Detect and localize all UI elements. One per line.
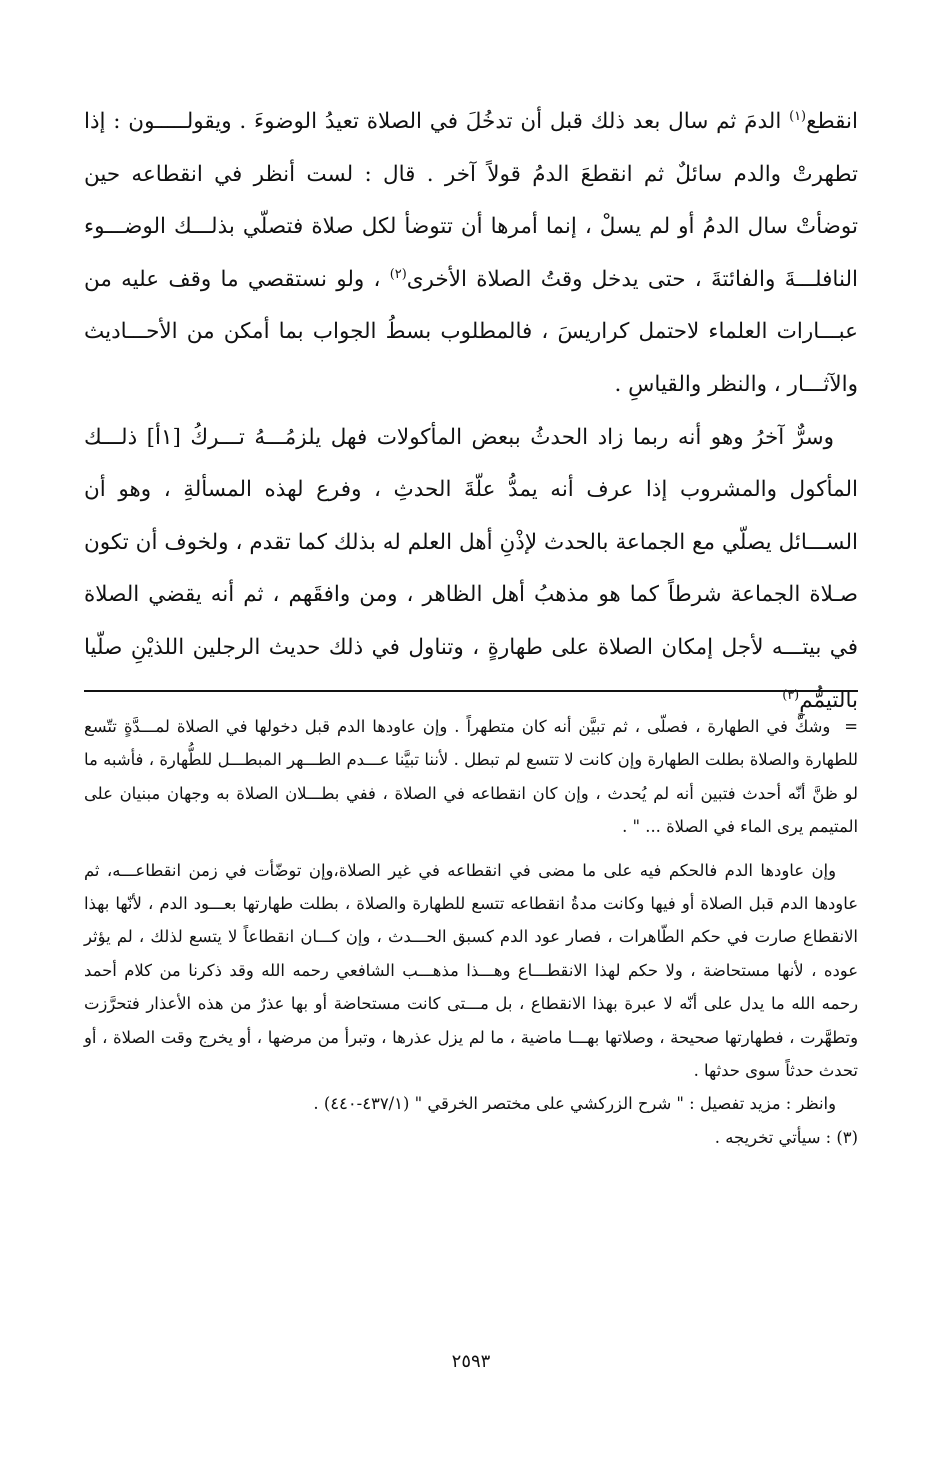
footnote-3: (٣) : سيأتي تخريجه . xyxy=(714,1127,858,1147)
main-paragraph-1 xyxy=(84,96,858,412)
main-paragraph-1-end: ، ولو نستقصي ما وقف عليه من عبـــارات العلماء لاحتمل كراريسَ ، فالمطلوب بسطُ الجواب بما أمكن من الأحـــاديث والآثـــار ، والنظر والقياسِ . xyxy=(84,266,858,397)
footnotes xyxy=(84,710,858,1154)
footnote-reference-note: وانظر : مزيد تفصيل : " شرح الزركشي على مختصر الخرقي " (٤٣٧/١-٤٤٠) . xyxy=(313,1094,836,1114)
main-paragraph-1-start: انقطع xyxy=(806,109,858,134)
book-page xyxy=(84,96,858,1456)
main-paragraph-1-middle: الدمَ ثم سال بعد ذلك قبل أن تدخُلَ في الصلاة تعيدُ الوضوءَ . ويقولـــــون : إذا تطهرتْ والدم سائلٌ ثم انقطعَ الدمُ قولاً آخر . قال : لست أنظر في انقطاعه حين توضأتْ سال الدمُ أو لم يسلْ ، إنما أمرها أن تتوضأ لكل صلاة فتصلّي بذلـــك الوضـــوء النافلـــةَ والفائتةَ ، حتى يدخل وقتُ الصلاة الأخرى xyxy=(84,109,858,292)
footnote-continuation-text: وشكَّ في الطهارة ، فصلّى ، ثم تبيَّن أنه كان متطهراً . وإن عاودها الدم قبل دخولها في الصلاة لمـــدَّةٍ تتّسع للطهارة والصلاة بطلت الطهارة وإن كانت لا تتسع لم تبطل . لأننا تبيَّنا عـــدم الطـــهر المبطـــل للطُّهارة ، فأشبه ما لو ظنَّ أنّه أحدث فتبين أنه لم يُحدث ، وإن كان انقطاعه في الصلاة ، ففي بطـــلان الصلاة به وجهان مبنيان على المتيمم يرى الماء في الصلاة ... " . xyxy=(84,717,858,837)
main-text xyxy=(84,96,858,727)
footnote-ref-3: (٣) xyxy=(782,687,800,703)
main-paragraph-2 xyxy=(84,412,858,728)
footnote-continuation xyxy=(84,710,858,844)
footnote-separator xyxy=(84,690,858,692)
main-paragraph-2-text: وسرٌّ آخرُ وهو أنه ربما زاد الحدثُ ببعض المأكولات فهل يلزمُـــهُ تـــركُ [١أ] ذلـــك المأكول والمشروب إذا عرف أنه يمدُّ علّةَ الحدثِ ، وفرع لهذه المسألةِ ، وهو أن الســـائل يصلّي مع الجماعة بالحدث لإذْنِ أهل العلم له بذلك كما تقدم ، ولخوف أن تكون صـلاة الجماعة شرطاً كما هو مذهبُ أهل الظاهر ، ومن وافقَهم ، ثم أنه يقضي الصلاة في بيتـــه لأجل إمكان الصلاة على طهارةٍ ، وتناول في ذلك حديث الرجلين اللذيْنِ صلّيا بالتيمُّمِ xyxy=(84,424,858,713)
continuation-mark: = xyxy=(844,717,858,736)
footnote-ref-1: (١) xyxy=(789,108,807,124)
footnote-paragraph-2: وإن عاودها الدم فالحكم فيه على ما مضى في انقطاعه في غير الصلاة،وإن توضّأت في زمن انقطاعـــه، ثم عاودها الدم قبل الصلاة أو فيها وكانت مدةُ انقطاعه تتسع للطهارة والصلاة ، بطلت طهارتها بعـــود الدم ، لأنّها بهذا الانقطاع صارت في حكم الطّاهرات ، فصار عود الدم كسبق الحـــدث ، وإن كـــان انقطاعاً لا يتسع لذلك ، لم يؤثر عوده ، لأنها مستحاضة ، ولا حكم لهذا الانقطـــاع وهـــذا مذهـــب الشافعي رحمه الله وقد ذكرنا من كلام أحمد رحمه الله ما يدل على أنّه لا عبرة بهذا الانقطاع ، بل مـــتى كانت مستحاضة أو بها عذرٌ من هذه الأعذار فتحرَّزت وتطهَّرت ، فطهارتها صحيحة ، وصلاتها بهـــا ماضية ، ما لم يزل عذرها ، وتبرأ من مرضها ، أو يخرج وقت الصلاة ، أو تحدث حدثاً سوى حدثها . xyxy=(84,860,858,1081)
footnote-ref-2: (٢) xyxy=(389,266,407,282)
page-number: ٢٥٩٣ xyxy=(451,1351,491,1372)
